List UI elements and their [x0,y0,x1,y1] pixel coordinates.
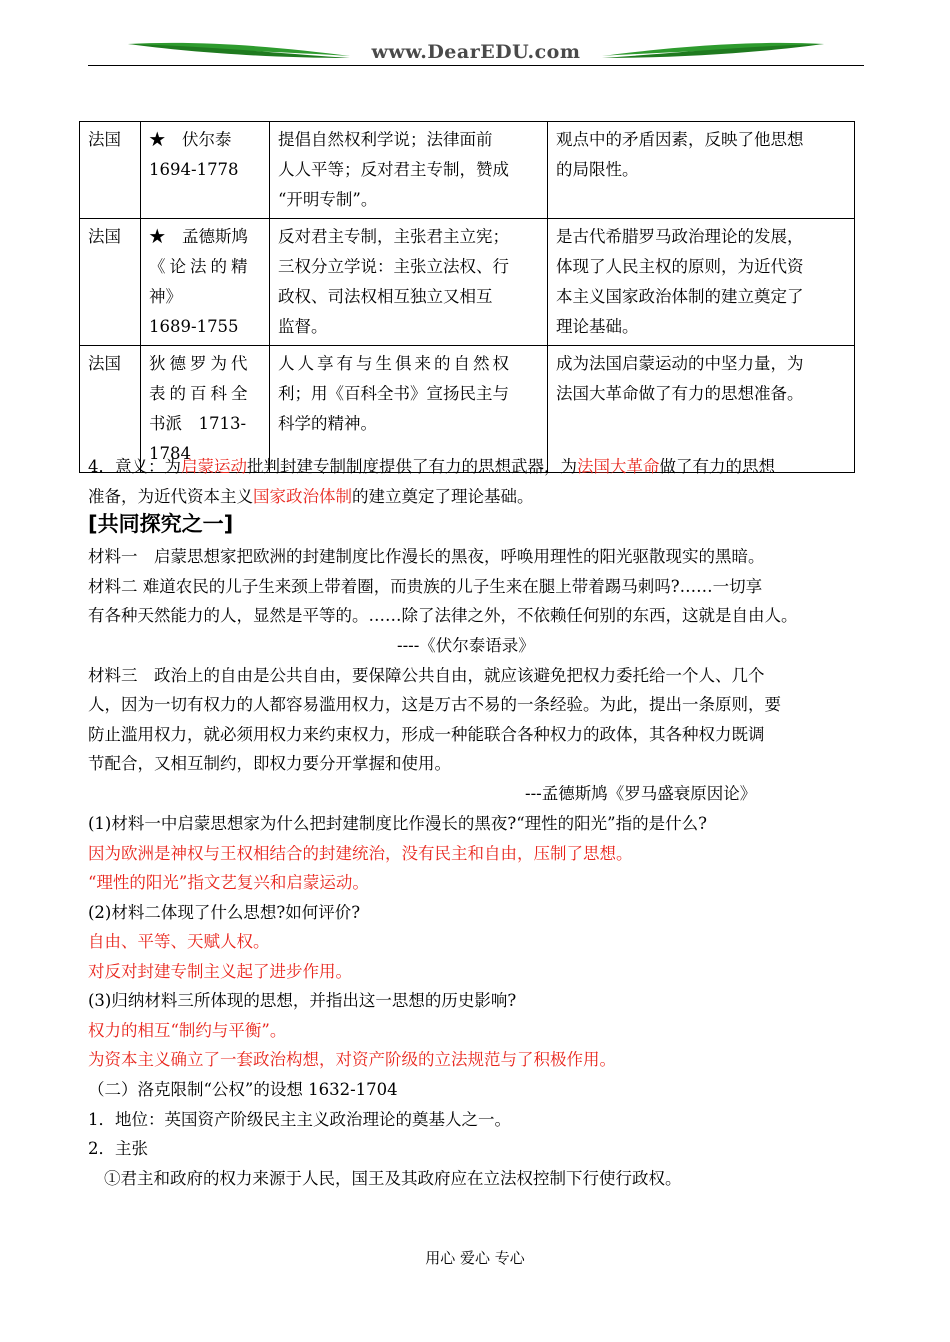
cell-line: 1689-1755 [149,317,239,336]
ideas-cell [270,122,548,219]
locke-item: ①君主和政府的权力来源于人民，国王及其政府应在立法权控制下行使行政权。 [104,1169,682,1188]
material-3-line: 材料三 政治上的自由是公共自由，要保障公共自由，就应该避免把权力委托给一个人、几个 [88,666,765,685]
cell-line: 是古代希腊罗马政治理论的发展， [556,227,804,246]
cell-line: “开明专制”。 [278,190,378,209]
person-cell [141,219,270,346]
table-row [80,219,855,346]
cell-line: ★ 伏尔泰 [149,130,232,149]
cell-line: 1784 [149,444,191,463]
locke-title: （二）洛克限制“公权”的设想 1632-1704 [88,1080,398,1099]
cell-line: 观点中的矛盾因素，反映了他思想 [556,130,804,149]
country-cell: 法国 [80,346,141,473]
cell-line: 利；用《百科全书》宣扬民主与 [278,384,509,403]
cell-line: 的局限性。 [556,160,639,179]
material-3-line: 人，因为一切有权力的人都容易滥用权力，这是万古不易的一条经验。为此，提出一条原则，要 [88,695,781,714]
cell-line: 书派 1713- [149,414,247,433]
cell-line: 法国大革命做了有力的思想准备。 [556,384,804,403]
cell-line: 提倡自然权利学说；法律面前 [278,130,493,149]
material-3-source: ---孟德斯鸠《罗马盛衰原因论》 [525,784,757,803]
question-2: (2)材料二体现了什么思想?如何评价? [88,903,361,922]
page-footer: 用心 爱心 专心 [425,1249,525,1267]
cell-line: 理论基础。 [556,317,639,336]
significance-line-1: 4．意义：为启蒙运动批判封建专制制度提供了有力的思想武器，为法国大革命做了有力的思想 [88,457,775,476]
cell-line: 人人平等；反对君主专制，赞成 [278,160,509,179]
question-3: (3)归纳材料三所体现的思想，并指出这一思想的历史影响? [88,991,517,1010]
answer-2: 自由、平等、天赋人权。 [88,932,270,951]
answer-2: 对反对封建专制主义起了进步作用。 [88,962,352,981]
cell-line: ★ 孟德斯鸠 [149,227,248,246]
site-url: www.DearEDU.com [371,41,581,63]
country-cell: 法国 [80,122,141,219]
person-cell [141,122,270,219]
material-1: 材料一 启蒙思想家把欧洲的封建制度比作漫长的黑夜，呼唤用理性的阳光驱散现实的黑暗。 [88,547,765,566]
cell-line: 监督。 [278,317,328,336]
cell-line: 《论法的精 [149,257,252,276]
material-2-line: 材料二 难道农民的儿子生来颈上带着圈，而贵族的儿子生来在腿上带着踢马刺吗?……一切享 [88,577,763,596]
material-2-source: ----《伏尔泰语录》 [397,636,535,655]
cell-line: 成为法国启蒙运动的中坚力量，为 [556,354,804,373]
cell-line: 1694-1778 [149,160,239,179]
material-3-line: 防止滥用权力，就必须用权力来约束权力，形成一种能联合各种权力的政体，其各种权力既调 [88,725,765,744]
locke-item: 1．地位：英国资产阶级民主主义政治理论的奠基人之一。 [88,1110,511,1129]
question-1: (1)材料一中启蒙思想家为什么把封建制度比作漫长的黑夜?“理性的阳光”指的是什么? [88,814,707,833]
material-2-line: 有各种天然能力的人，显然是平等的。……除了法律之外，不依赖任何别的东西，这就是自由人。 [88,606,798,625]
cell-line: 神》 [149,287,182,306]
cell-line: 本主义国家政治体制的建立奠定了 [556,287,804,306]
ideas-cell [270,219,548,346]
cell-line: 三权分立学说：主张立法权、行 [278,257,509,276]
significance-line-2: 准备，为近代资本主义国家政治体制的建立奠定了理论基础。 [88,487,534,506]
answer-3: 为资本主义确立了一套政治构想，对资产阶级的立法规范与了积极作用。 [88,1050,616,1069]
header-rule [88,65,864,66]
country-cell: 法国 [80,219,141,346]
material-3-line: 节配合，又相互制约，即权力要分开掌握和使用。 [88,754,451,773]
cell-line: 狄德罗为代 [149,354,252,373]
locke-item: 2．主张 [88,1139,148,1158]
cell-line: 体现了人民主权的原则，为近代资 [556,257,804,276]
section-title: [共同探究之一] [88,512,234,536]
cell-line: 科学的精神。 [278,414,377,433]
cell-line: 表的百科全 [149,384,252,403]
answer-1: “理性的阳光”指文艺复兴和启蒙运动。 [88,873,369,892]
answer-1: 因为欧洲是神权与王权相结合的封建统治，没有民主和自由，压制了思想。 [88,844,633,863]
answer-3: 权力的相互“制约与平衡”。 [88,1021,287,1040]
table-row [80,122,855,219]
thinkers-table [79,121,855,473]
cell-line: 人人享有与生俱来的自然权 [278,354,512,373]
evaluation-cell [548,122,855,219]
evaluation-cell [548,219,855,346]
cell-line: 反对君主专制，主张君主立宪； [278,227,509,246]
cell-line: 政权、司法权相互独立又相互 [278,287,493,306]
